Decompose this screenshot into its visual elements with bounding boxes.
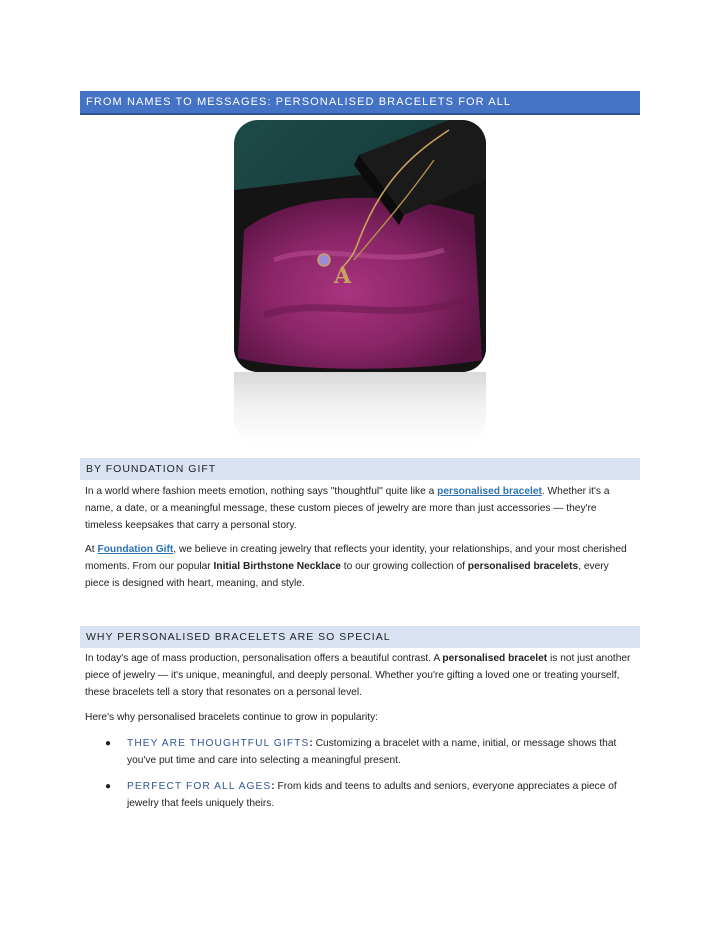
list-item: THEY ARE THOUGHTFUL GIFTS: Customizing a bracelet with a name, initial, or message shows that you've put time and care into selecting a meaningful present. (127, 738, 617, 766)
section-heading: WHY PERSONALISED BRACELETS ARE SO SPECIAL (80, 626, 640, 648)
list-item: PERFECT FOR ALL AGES: From kids and teens to adults and seniors, everyone appreciates a piece of jewelry that feels uniquely theirs. (127, 781, 617, 809)
title-banner (80, 91, 640, 115)
bullet-icon: ● (105, 738, 112, 749)
svg-text:A: A (334, 263, 352, 289)
photo-reflection (234, 372, 486, 444)
page-title: FROM NAMES TO MESSAGES: PERSONALISED BRACELETS FOR ALL (86, 96, 512, 108)
personalised-bracelet-link[interactable]: personalised bracelet (437, 486, 542, 497)
paragraph: In today's age of mass production, personalisation offers a beautiful contrast. A personalised bracelet is not just another piece of jewelry — it's unique, meaningful, and deeply personal. Whether you're gifting a loved one or treating yourself, these bracelets tell a story that resonates on a personal level. (85, 653, 631, 698)
paragraph: At Foundation Gift, we believe in creating jewelry that reflects your identity, your relationships, and your most cherished moments. From our popular Initial Birthstone Necklace to our growing collection of personalised bracelets, every piece is designed with heart, meaning, and style. (85, 544, 627, 589)
bullet-icon: ● (105, 781, 112, 792)
section-heading: BY FOUNDATION GIFT (80, 458, 640, 480)
paragraph: Here's why personalised bracelets continue to grow in popularity: (85, 712, 379, 723)
necklace-photo (234, 120, 486, 372)
foundation-gift-link[interactable]: Foundation Gift (97, 544, 174, 555)
paragraph: In a world where fashion meets emotion, nothing says "thoughtful" quite like a personalised bracelet. Whether it's a name, a date, or a meaningful message, these custom pieces of jewelry are more than just accessories — they're timeless keepsakes that carry a personal story. (85, 486, 610, 531)
